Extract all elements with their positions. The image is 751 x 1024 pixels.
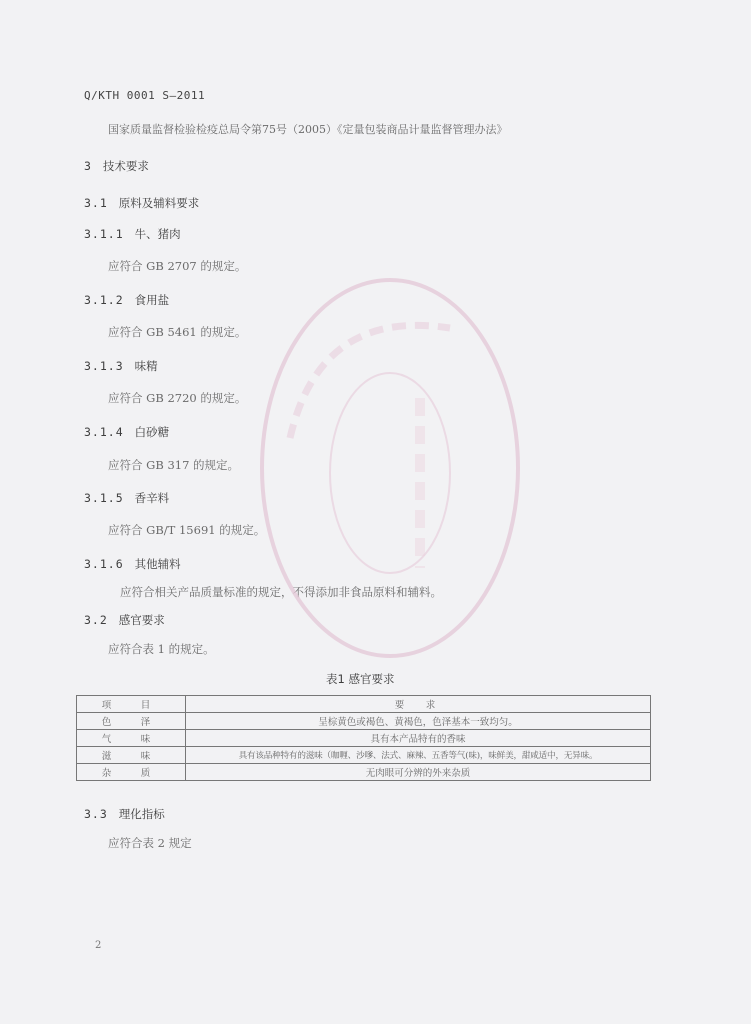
table-header-row bbox=[77, 696, 651, 713]
section-number: 3.1.4 bbox=[84, 425, 124, 439]
section-3-1-1-body: 应符合 GB 2707 的规定。 bbox=[108, 259, 247, 273]
table-row bbox=[77, 713, 651, 730]
section-number: 3.1.5 bbox=[84, 491, 124, 505]
section-number: 3.1.1 bbox=[84, 227, 124, 241]
section-3-heading bbox=[84, 158, 149, 174]
section-3-1-5-body: 应符合 GB/T 15691 的规定。 bbox=[108, 523, 266, 537]
section-number: 3.1 bbox=[84, 196, 108, 210]
section-3-3-heading bbox=[84, 806, 165, 822]
sensory-requirements-table bbox=[76, 695, 651, 781]
section-title: 味精 bbox=[134, 359, 158, 373]
section-3-1-6-body: 应符合相关产品质量标准的规定，不得添加非食品原料和辅料。 bbox=[120, 585, 442, 599]
table-1-caption: 表1 感官要求 bbox=[326, 672, 395, 686]
section-number: 3.2 bbox=[84, 613, 108, 627]
section-3-1-4-heading bbox=[84, 424, 169, 440]
table-row bbox=[77, 730, 651, 747]
section-number: 3 bbox=[84, 159, 92, 173]
table-row bbox=[77, 764, 651, 781]
page-number: 2 bbox=[95, 940, 102, 951]
section-3-1-2-body: 应符合 GB 5461 的规定。 bbox=[108, 325, 247, 339]
table-header-item: 项 目 bbox=[77, 696, 186, 713]
section-3-1-heading bbox=[84, 195, 199, 211]
section-title: 技术要求 bbox=[102, 159, 149, 173]
table-cell-requirement: 无肉眼可分辨的外来杂质 bbox=[186, 764, 651, 781]
doc-code-header: Q/KTH 0001 S—2011 bbox=[84, 89, 206, 102]
section-3-1-6-heading bbox=[84, 556, 181, 572]
table-cell-requirement: 呈棕黄色或褐色、黄褐色，色泽基本一致均匀。 bbox=[186, 713, 651, 730]
section-title: 食用盐 bbox=[134, 293, 170, 307]
section-3-1-3-heading bbox=[84, 358, 158, 374]
table-header-requirement: 要 求 bbox=[186, 696, 651, 713]
section-3-1-4-body: 应符合 GB 317 的规定。 bbox=[108, 458, 240, 472]
section-3-2-body: 应符合表 1 的规定。 bbox=[108, 642, 215, 656]
section-3-1-5-heading bbox=[84, 490, 169, 506]
table-cell-item: 气 味 bbox=[77, 730, 186, 747]
section-title: 理化指标 bbox=[118, 807, 165, 821]
section-title: 白砂糖 bbox=[134, 425, 170, 439]
section-number: 3.1.2 bbox=[84, 293, 124, 307]
section-3-1-3-body: 应符合 GB 2720 的规定。 bbox=[108, 391, 247, 405]
section-title: 牛、猪肉 bbox=[134, 227, 181, 241]
table-cell-item: 滋 味 bbox=[77, 747, 186, 764]
section-number: 3.1.3 bbox=[84, 359, 124, 373]
section-3-1-1-heading bbox=[84, 226, 181, 242]
section-title: 其他辅料 bbox=[134, 557, 181, 571]
official-seal-stamp bbox=[250, 268, 530, 668]
section-number: 3.3 bbox=[84, 807, 108, 821]
section-3-3-body: 应符合表 2 规定 bbox=[108, 836, 192, 850]
section-3-2-heading bbox=[84, 612, 165, 628]
table-cell-requirement: 具有该品种特有的滋味（咖喱、沙嗲、法式、麻辣、五香等气(味)，味鲜美，甜咸适中，无异味。 bbox=[186, 747, 651, 764]
section-3-1-2-heading bbox=[84, 292, 169, 308]
table-cell-requirement: 具有本产品特有的香味 bbox=[186, 730, 651, 747]
table-cell-item: 杂 质 bbox=[77, 764, 186, 781]
section-title: 原料及辅料要求 bbox=[118, 196, 200, 210]
table-row bbox=[77, 747, 651, 764]
table-cell-item: 色 泽 bbox=[77, 713, 186, 730]
section-title: 感官要求 bbox=[118, 613, 165, 627]
reference-line: 国家质量监督检验检疫总局令第75号（2005）《定量包装商品计量监督管理办法》 bbox=[108, 123, 508, 136]
section-number: 3.1.6 bbox=[84, 557, 124, 571]
section-title: 香辛料 bbox=[134, 491, 170, 505]
